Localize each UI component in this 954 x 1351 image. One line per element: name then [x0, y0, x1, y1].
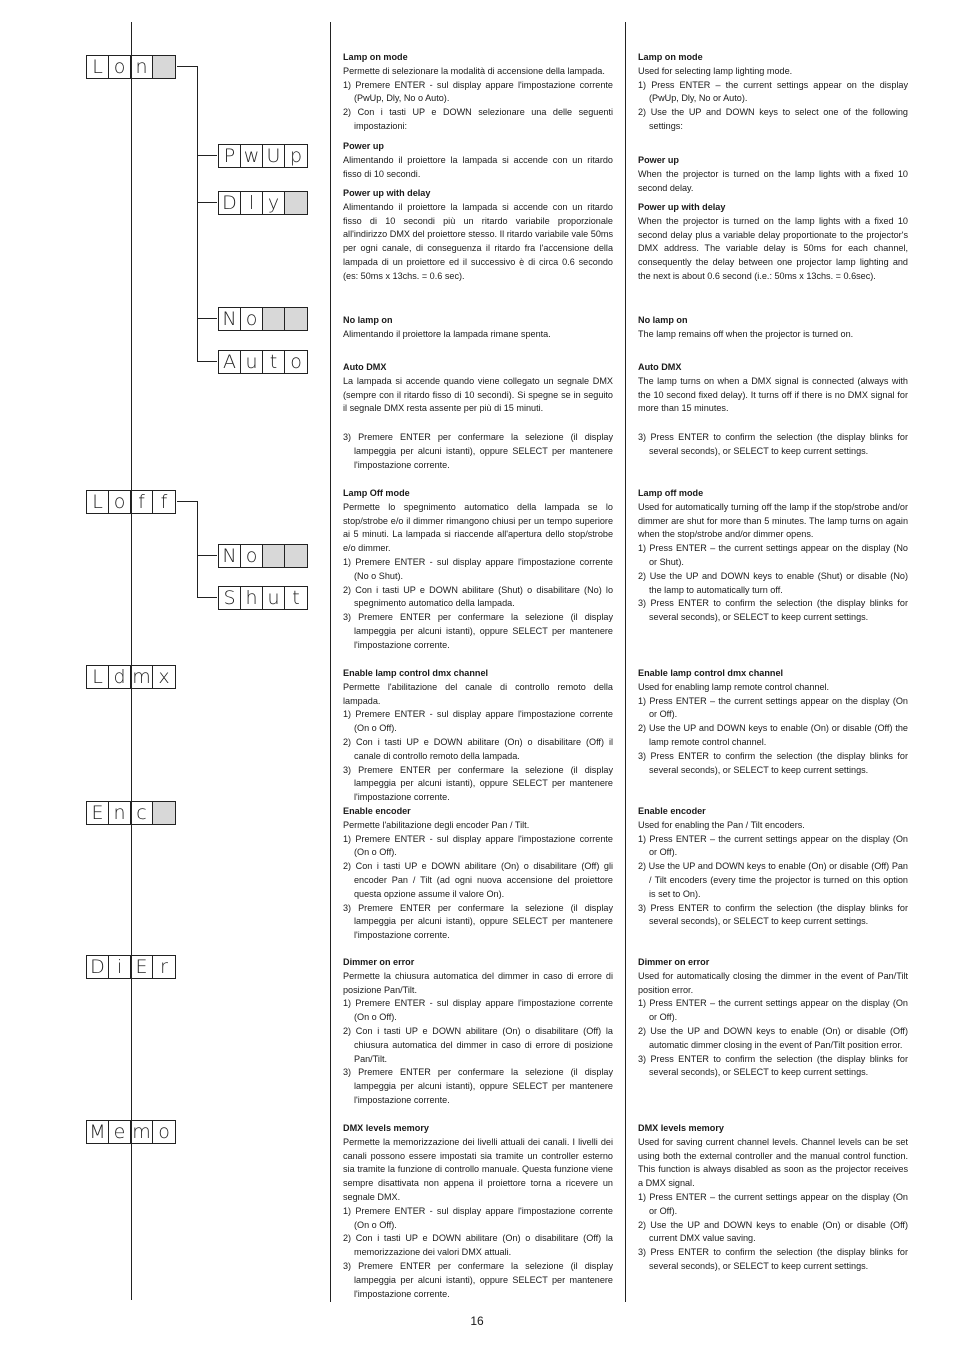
step-2: 2) Use the UP and DOWN keys to enable (On) or disable (Off) the lamp remote control channel. [638, 723, 908, 747]
option-text: When the projector is turned on the lamp lights with a fixed 10 second delay. [638, 168, 908, 193]
step-2: 2) Use the UP and DOWN keys to select one of the following settings: [638, 107, 908, 131]
option-text: The lamp turns on when a DMX signal is connected (always with the 10 second fixed delay). It turns off if there is no DMX signal for more than 15 minutes. [638, 375, 908, 414]
option-text: La lampada si accende quando viene collegato un segnale DMX (sempre con il ritardo fisso di 10 secondi). Si spegne se in seguito il segnale DMX resta assente per più di 15 minuti. [343, 375, 613, 414]
lcd-char: e [109, 1121, 131, 1143]
step-3: 3) Press ENTER to confirm the selection (the display blinks for several seconds), or SELECT to keep current settings. [638, 750, 908, 775]
it-power-up [343, 140, 613, 181]
lcd-char: S [219, 587, 241, 609]
connector [177, 501, 197, 502]
section-intro: Used for saving current channel levels. Channel levels can be set using both the external controller and the manual control function. This function is always disabled as soon as the projector receives a DMX signal. [638, 1136, 908, 1189]
lcd-auto [218, 350, 308, 374]
en-memo-section [638, 1122, 908, 1274]
step-2: 2) Con i tasti UP e DOWN abilitare (On) o disabilitare (Off) il canale di controllo remoto della lampada. [343, 736, 613, 761]
column-divider-left [330, 22, 331, 1302]
lcd-char: U [263, 145, 285, 167]
section-title: Enable lamp control dmx channel [343, 668, 489, 678]
lcd-char: o [158, 1121, 170, 1143]
it-auto-dmx [343, 361, 613, 416]
lcd-char: i [109, 956, 131, 978]
option-title: Power up [638, 155, 679, 165]
lcd-char: o [109, 56, 131, 78]
step-3: 3) Premere ENTER per confermare la selezione (il display lampeggia per alcuni istanti), oppure SELECT per mantenere l'impostazione corrente. [343, 1260, 613, 1299]
section-intro: Used for selecting lamp lighting mode. [638, 65, 793, 76]
lcd-memo [86, 1120, 176, 1144]
step-2: 2) Con i tasti UP e DOWN abilitare (On) o disabilitare (Off) gli encoder Pan / Tilt (ad ogni nuova accensione del proiettore questa opzione assume il valore On). [343, 861, 613, 899]
lcd-ldmx [86, 665, 176, 689]
lcd-char: o [241, 308, 263, 330]
en-dier-section [638, 956, 908, 1080]
it-memo-section [343, 1122, 613, 1301]
step-1: 1) Premere ENTER - sul display appare l'impostazione corrente (On o Off). [343, 998, 613, 1023]
section-intro: Used for enabling the Pan / Tilt encoders. [638, 819, 805, 830]
en-enc-section [638, 805, 908, 929]
section-intro: Used for enabling lamp remote control channel. [638, 681, 830, 692]
lcd-pwup [218, 144, 308, 168]
section-intro: Permette la chiusura automatica del dimmer in caso di errore di posizione Pan/Tilt. [343, 970, 613, 995]
column-divider-right [625, 22, 626, 1302]
lcd-char: E [131, 956, 153, 978]
section-title: Enable encoder [343, 806, 411, 816]
lcd-char [263, 308, 285, 330]
lcd-char: f [131, 491, 153, 513]
step-2: 2) Con i tasti UP e DOWN abilitare (Shut) o disabilitare (No) lo spegnimento automatico della lampada. [343, 584, 613, 609]
option-text: Alimentando il proiettore la lampada si accende con un ritardo fisso di 10 secondi. [343, 154, 613, 179]
step-2: 2) Use the UP and DOWN keys to enable (On) or disable (Off) automatic dimmer closing in the event of Pan/Tilt position error. [638, 1025, 908, 1050]
lcd-char [285, 545, 307, 567]
lcd-shut [218, 586, 308, 610]
it-power-up-delay [343, 187, 613, 284]
lcd-char: L [87, 56, 109, 78]
option-title: No lamp on [638, 315, 688, 325]
section-title: Dimmer on error [343, 957, 415, 967]
connector [197, 555, 217, 556]
section-intro: Used for automatically turning off the lamp if the stop/strobe and/or dimmer are shut for more than 5 minutes. The lamp turns on again when the stop/strobe and/or dimmer opens. [638, 501, 908, 540]
step-1: 1) Press ENTER – the current settings appear on the display (On or Off). [638, 833, 908, 858]
option-title: Auto DMX [638, 362, 682, 372]
connector [197, 318, 217, 319]
step-2: 2) Con i tasti UP e DOWN selezionare una delle seguenti impostazioni: [343, 107, 613, 131]
lcd-char: f [160, 491, 168, 513]
step-2: 2) Use the UP and DOWN keys to enable (On) or disable (Off) current DMX value saving. [638, 1219, 908, 1244]
en-lamp-on-section [638, 51, 908, 134]
section-intro: Permette l'abilitazione del canale di controllo remoto della lampada. [343, 681, 613, 706]
lcd-char: d [109, 666, 131, 688]
step-3: 3) Press ENTER to confirm the selection (the display blinks for several seconds), or SELECT to keep current settings. [638, 432, 908, 456]
step-3: 3) Premere ENTER per confermare la selezione (il display lampeggia per alcuni istanti), oppure SELECT per mantenere l'impostazione corrente. [343, 432, 613, 470]
lcd-char: w [241, 145, 263, 167]
lcd-char: L [87, 491, 109, 513]
it-dier-section [343, 956, 613, 1108]
lcd-char: o [109, 491, 131, 513]
step-1: 1) Press ENTER – the current settings appear on the display (PwUp, Dly, No or Auto). [638, 79, 908, 104]
option-title: Auto DMX [343, 362, 387, 372]
lcd-char [263, 545, 285, 567]
option-text: When the projector is turned on the lamp lights with a fixed 10 second delay plus a variable delay proportionate to the projector's DMX address. The variable delay is 50ms for each channel, consequently the delay between one projector lamp lighting and the next is about 0.6 second (i.e.: 50ms x 13chs. = 0.6sec). [638, 215, 908, 281]
lcd-char: A [219, 351, 241, 373]
step-1: 1) Premere ENTER - sul display appare l'impostazione corrente (PwUp, Dly, No o Auto). [343, 79, 613, 104]
section-title: Lamp on mode [343, 52, 408, 62]
lcd-char: n [109, 802, 131, 824]
step-1: 1) Press ENTER – the current settings appear on the display (On or Off). [638, 998, 908, 1023]
en-power-up [638, 154, 908, 195]
lcd-enc [86, 801, 176, 825]
step-3: 3) Premere ENTER per confermare la selezione (il display lampeggia per alcuni istanti), oppure SELECT per mantenere l'impostazione corrente. [343, 902, 613, 941]
connector [197, 202, 217, 203]
step-1: 1) Premere ENTER - sul display appare l'impostazione corrente (On o Off). [343, 833, 613, 858]
connector [197, 501, 198, 597]
it-lamp-on-section [343, 51, 613, 134]
lcd-lon [86, 55, 176, 79]
lcd-char: N [219, 308, 241, 330]
section-intro: Used for automatically closing the dimmer in the event of Pan/Tilt position error. [638, 970, 908, 995]
section-intro: Permette l'abilitazione degli encoder Pan / Tilt. [343, 819, 530, 830]
step-2: 2) Use the UP and DOWN keys to enable (Shut) or disable (No) the lamp to automatically turn off. [638, 570, 908, 595]
connector [177, 66, 197, 67]
lcd-dier [86, 955, 176, 979]
it-lamp-off-section [343, 487, 613, 653]
step-1: 1) Press ENTER – the current settings appear on the display (No or Shut). [638, 543, 908, 567]
section-title: Dimmer on error [638, 957, 710, 967]
section-title: Enable encoder [638, 806, 706, 816]
section-intro: Permette lo spegnimento automatico della lampada se lo stop/strobe e/o il dimmer rimangono chiusi per un tempo superiore ai 5 minuti. La lampada si riaccende all'apertura dello stop/strobe e/o dimmer. [343, 501, 613, 554]
lcd-char: P [219, 145, 241, 167]
lcd-char: u [263, 587, 285, 609]
lcd-char: m [131, 1121, 153, 1143]
lcd-char: N [219, 545, 241, 567]
section-title: DMX levels memory [343, 1123, 429, 1133]
connector [197, 361, 217, 362]
lcd-char: y [263, 192, 285, 214]
step-3: 3) Press ENTER to confirm the selection (the display blinks for several seconds), or SELECT to keep current settings. [638, 598, 908, 623]
step-3: 3) Premere ENTER per confermare la selezione (il display lampeggia per alcuni istanti), oppure SELECT per mantenere l'impostazione corrente. [343, 612, 613, 650]
lcd-no-lamp [218, 307, 308, 331]
it-enc-section [343, 805, 613, 943]
lcd-char [285, 192, 307, 214]
en-power-up-delay [638, 201, 908, 284]
step-3: 3) Premere ENTER per confermare la selezione (il display lampeggia per alcuni istanti), oppure SELECT per mantenere l'impostazione corrente. [343, 764, 613, 803]
lcd-char: h [241, 587, 263, 609]
section-title: DMX levels memory [638, 1123, 724, 1133]
lcd-char: l [241, 192, 263, 214]
lcd-char: c [131, 802, 153, 824]
lcd-char: D [219, 192, 241, 214]
lcd-char: t [292, 587, 300, 609]
lcd-char: o [241, 545, 263, 567]
en-lamp-off-section [638, 487, 908, 625]
step-1: 1) Premere ENTER - sul display appare l'impostazione corrente (No o Shut). [343, 556, 613, 581]
step-3: 3) Press ENTER to confirm the selection (the display blinks for several seconds), or SELECT to keep current settings. [638, 1053, 908, 1078]
lcd-char: L [87, 666, 109, 688]
lcd-char: p [289, 145, 303, 167]
step-2: 2) Con i tasti UP e DOWN abilitare (On) o disabilitare (Off) la chiusura automatica del dimmer in caso di errore di posizione Pan/Tilt. [343, 1025, 613, 1064]
lcd-no-off [218, 544, 308, 568]
step-1: 1) Press ENTER – the current settings appear on the display (On or Off). [638, 1191, 908, 1216]
step-3: 3) Press ENTER to confirm the selection (the display blinks for several seconds), or SELECT to keep current settings. [638, 902, 908, 927]
en-no-lamp [638, 314, 908, 342]
lcd-char [285, 308, 307, 330]
en-auto-dmx [638, 361, 908, 416]
section-intro: Permette di selezionare la modalità di accensione della lampada. [343, 65, 605, 76]
step-2: 2) Use the UP and DOWN keys to enable (On) or disable (Off) Pan / Tilt encoders (every time the projector is turned on this option is set to On). [638, 861, 908, 899]
option-title: Power up with delay [638, 202, 726, 212]
page-number: 16 [470, 1314, 484, 1328]
lcd-char: n [131, 56, 153, 78]
menu-tree-spine [131, 22, 132, 1300]
lcd-char [153, 802, 175, 824]
en-lamp-on-step3 [638, 431, 908, 459]
step-1: 1) Press ENTER – the current settings appear on the display (On or Off). [638, 695, 908, 720]
connector [197, 597, 217, 598]
step-3: 3) Press ENTER to confirm the selection (the display blinks for several seconds), or SELECT to keep current settings. [638, 1247, 908, 1271]
lcd-loff [86, 490, 176, 514]
en-ldmx-section [638, 667, 908, 777]
section-title: Lamp off mode [638, 488, 704, 498]
option-title: No lamp on [343, 315, 393, 325]
lcd-char: M [87, 1121, 109, 1143]
section-title: Enable lamp control dmx channel [638, 668, 784, 678]
option-text: Alimentando il proiettore la lampada si accende con un ritardo fisso di 10 secondi più un ritardo variabile proporzionale all'indirizzo DMX del proiettore stesso. Il ritardo variabile vale 50ms per ogni canale, di conseguenza il ritardo fra l'accensione della lampada di un proiettore ed il successivo è di circa 0.6 secondo (es: 50ms x 13chs. = 0.6 sec). [343, 201, 613, 281]
lcd-char: D [87, 956, 109, 978]
step-2: 2) Con i tasti UP e DOWN abilitare (On) o disabilitare (Off) la memorizzazione dei valori DMX attuali. [343, 1233, 613, 1258]
option-text: The lamp remains off when the projector is turned on. [638, 328, 854, 339]
connector [197, 155, 217, 156]
section-title: Lamp Off mode [343, 488, 410, 498]
it-ldmx-section [343, 667, 613, 805]
option-text: Alimentando il proiettore la lampada rimane spenta. [343, 328, 551, 339]
step-1: 1) Premere ENTER - sul display appare l'impostazione corrente (On o Off). [343, 709, 613, 734]
lcd-dly [218, 191, 308, 215]
section-intro: Permette la memorizzazione dei livelli attuali dei canali. I livelli dei canali possono essere impostati sia tramite un controller esterno sia tramite la funzione di controllo manuale. Questa funzione viene sempre disattivata non appena il proiettore torna a ricevere un segnale DMX. [343, 1136, 613, 1202]
option-title: Power up [343, 141, 384, 151]
option-title: Power up with delay [343, 188, 431, 198]
lcd-char: t [263, 351, 285, 373]
step-1: 1) Premere ENTER - sul display appare l'impostazione corrente (On o Off). [343, 1205, 613, 1230]
lcd-char: E [87, 802, 109, 824]
lcd-char: r [160, 956, 168, 978]
lcd-char: o [290, 351, 302, 373]
lcd-char: u [241, 351, 263, 373]
it-no-lamp [343, 314, 613, 342]
it-lamp-on-step3 [343, 431, 613, 472]
step-3: 3) Premere ENTER per confermare la selezione (il display lampeggia per alcuni istanti), oppure SELECT per mantenere l'impostazione corrente. [343, 1067, 613, 1105]
connector [197, 66, 198, 361]
lcd-char: m [131, 666, 153, 688]
lcd-char [153, 56, 175, 78]
section-title: Lamp on mode [638, 52, 703, 62]
lcd-char: x [158, 666, 170, 688]
